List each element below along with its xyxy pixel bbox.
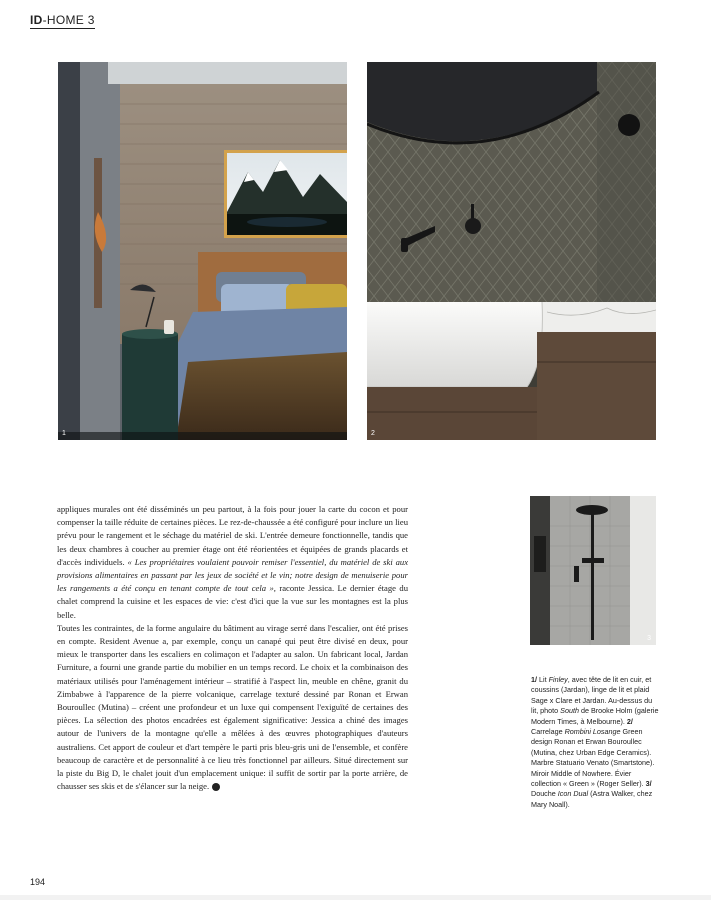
caption-3-text: Douche <box>531 789 558 799</box>
caption-2-product: Rombini Losange <box>564 727 621 737</box>
paragraph-1-text-end: , raconte Jessica. Le dernier étage du chalet comprend la cuisine et les espaces de vie: c'est d'ici que la vue sur les montagnes est la plus belle. <box>57 583 408 620</box>
caption-2-text: Carrelage <box>531 727 565 737</box>
magazine-header <box>30 13 95 29</box>
bathroom-illustration <box>367 62 656 440</box>
paragraph-1-quote: « Les propriétaires voulaient pouvoir remiser l'essentiel, du matériel de ski aux provisions alimentaires en passant par les jeux de société et le vin; notre design de menuiserie pour les rangements a été conçu en tenant compte de tout cela » <box>57 556 409 594</box>
bathroom-photo <box>367 62 656 440</box>
page-bottom-edge <box>0 895 711 900</box>
photo-number: 1 <box>62 430 66 437</box>
article-body <box>57 503 408 793</box>
caption-3-number: 3/ <box>645 779 652 789</box>
paragraph-1-text: appliques murales ont été disséminés un peu partout, à la fois pour jouer la carte du cocon et pour compenser la taille réduite de certaines pièces. Le rez-de-chaussée a été configuré pour inclure un lieu prévu pour le rangement et le séchage du matériel de ski. L'entrée demeure fonctionnelle, tandis que les deux chambres à coucher au premier étage ont été réorientées et équipées de grands placards et d'accès individuels. <box>57 504 408 567</box>
photo-number: 2 <box>371 430 375 437</box>
caption-1-text: Lit <box>537 675 549 684</box>
paragraph-2 <box>57 622 408 794</box>
caption-1-photo-title: South <box>560 706 579 716</box>
caption-2-text-2: Green design Ronan et Erwan Bouroullec (Mutina, chez Urban Edge Ceramics). Marbre Statuario Venato (Smartstone). Miroir Middle of Nowhere. Évier collection « Green » (Roger Seller). <box>531 727 655 789</box>
bedroom-photo <box>58 62 347 440</box>
brand-logo: ID <box>30 13 43 27</box>
caption-1-text-2: , avec tête de lit en cuir, et coussins (Jardan), linge de lit et plaid Sage x Clare et Jardan. Au-dessus du lit, photo <box>531 675 653 716</box>
caption-3-text-2: (Astra Walker, chez Mary Noall). <box>531 789 653 809</box>
caption-1-text-3: de Brooke Holm (galerie Modern Times, à Melbourne). <box>531 706 659 726</box>
caption-2-number: 2/ <box>626 716 633 726</box>
caption-1-product: Finley <box>548 675 568 684</box>
shower-illustration <box>530 496 656 645</box>
caption-1-number: 1/ <box>531 675 537 684</box>
page-number: 194 <box>30 877 46 887</box>
end-mark-icon <box>212 783 220 791</box>
bedroom-illustration <box>58 62 347 440</box>
paragraph-2-text: Toutes les contraintes, de la forme angulaire du bâtiment au virage serré dans l'escalier, ont été prises en compte. Resident Avenue a, par exemple, conçu un canapé qui peut être divisé en deux, pour mieux le transporter dans les escaliers en colimaçon et l'adapter au salon. Un fabricant local, Jardan Furniture, a fourni une grande partie du mobilier en un temps record. Le choix et la combinaison des matériaux utilisés pour l'aménagement intérieur – stratifié à l'aspect lin, meuble en chêne, granit du Zimbabwe à l'apparence de la pierre volcanique, carrelage texturé dessiné par Ronan et Erwan Bouroullec (Mutina) – créent une profondeur et un luxe qui compensent l'exiguïté de certaines des pièces. La sélection des photos encadrées est également significative: Jessica a chiné des images autour de l'univers de la montagne qu'elle a mêlées à des œuvres photographiques d'auteurs australiens. Cet apport de couleur et d'art tempère le parti pris bleu-gris uni de l'ensemble, et confère beaucoup de caractère et de personnalité à ce lieu très fonctionnel par ailleurs. Situé directement sur la piste du Big D, le chalet jouit d'un emplacement unique: il suffit de sortir par la porte arrière, de chausser ses skis et de s'élancer sur la neige. <box>57 622 408 792</box>
caption-3-product: Icon Dual <box>557 789 589 799</box>
shower-photo <box>530 496 656 645</box>
photo-captions <box>531 675 659 810</box>
section-name: -HOME 3 <box>42 13 95 27</box>
photo-number: 3 <box>647 635 651 642</box>
paragraph-1 <box>57 503 408 622</box>
caption-text <box>531 675 659 810</box>
